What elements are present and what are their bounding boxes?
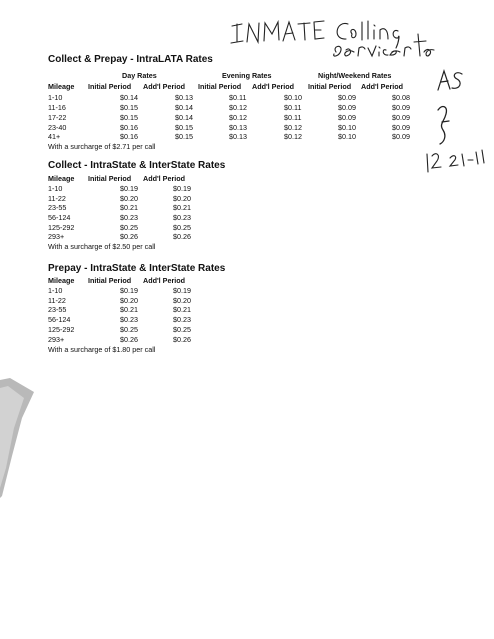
handwritten-initials: [436, 68, 466, 99]
table-cell: 56-124: [48, 213, 71, 222]
table-cell: $0.11: [284, 113, 302, 122]
prepay-surcharge-note: With a surcharge of $1.80 per call: [48, 345, 156, 354]
table-cell: $0.20: [120, 194, 138, 203]
table-cell: 11-22: [48, 296, 66, 305]
table-cell: $0.26: [173, 335, 191, 344]
table-cell: $0.14: [175, 113, 193, 122]
table-cell: $0.19: [173, 286, 191, 295]
night-addl-header: Add'l Period: [361, 82, 404, 91]
table-cell: $0.09: [392, 103, 410, 112]
intralata-surcharge-note: With a surcharge of $2.71 per call: [48, 142, 156, 151]
table-cell: $0.20: [173, 296, 191, 305]
table-cell: $0.25: [120, 223, 138, 232]
table-cell: 293+: [48, 335, 65, 344]
table-cell: $0.12: [284, 123, 302, 132]
table-cell: $0.09: [338, 103, 356, 112]
table-cell: $0.09: [392, 123, 410, 132]
collect-surcharge-note: With a surcharge of $2.50 per call: [48, 242, 156, 251]
table-cell: $0.14: [175, 103, 193, 112]
table-cell: $0.20: [120, 296, 138, 305]
table-cell: 23-40: [48, 123, 67, 132]
table-cell: 1-10: [48, 184, 63, 193]
table-cell: $0.15: [175, 132, 193, 141]
table-cell: 23-55: [48, 305, 67, 314]
table-cell: $0.09: [392, 113, 410, 122]
evening-initial-header: Initial Period: [198, 82, 242, 91]
table-cell: $0.12: [229, 103, 247, 112]
addl-period-header: Add'l Period: [143, 276, 186, 285]
mileage-header: Mileage: [48, 276, 75, 285]
table-cell: $0.08: [392, 93, 410, 102]
addl-period-header: Add'l Period: [143, 174, 186, 183]
table-cell: $0.25: [173, 325, 191, 334]
table-cell: $0.13: [229, 132, 247, 141]
collect-section-title: Collect - IntraState & InterState Rates: [48, 160, 226, 171]
initial-period-header: Initial Period: [88, 276, 132, 285]
table-cell: $0.12: [284, 132, 302, 141]
scan-shadow: [0, 378, 50, 509]
table-cell: $0.15: [175, 123, 193, 132]
table-cell: 41+: [48, 132, 61, 141]
table-cell: $0.16: [120, 123, 138, 132]
table-cell: 125-292: [48, 325, 75, 334]
table-cell: $0.09: [392, 132, 410, 141]
table-cell: 11-16: [48, 103, 66, 112]
table-cell: 23-55: [48, 203, 67, 212]
table-cell: $0.26: [173, 232, 191, 241]
table-cell: $0.15: [120, 103, 138, 112]
night-weekend-rates-header: Night/Weekend Rates: [318, 71, 392, 80]
table-cell: $0.16: [120, 132, 138, 141]
table-cell: $0.26: [120, 232, 138, 241]
table-cell: $0.21: [120, 203, 138, 212]
evening-rates-header: Evening Rates: [222, 71, 272, 80]
handwritten-title: [228, 12, 438, 65]
mileage-header: Mileage: [48, 82, 75, 91]
table-cell: $0.19: [120, 286, 138, 295]
table-cell: $0.25: [120, 325, 138, 334]
table-cell: $0.26: [120, 335, 138, 344]
intralata-section-title: Collect & Prepay - IntraLATA Rates: [48, 54, 213, 65]
table-cell: $0.21: [173, 203, 191, 212]
handwritten-mark: [434, 102, 454, 151]
table-cell: $0.09: [338, 113, 356, 122]
table-cell: $0.10: [338, 123, 356, 132]
day-addl-header: Add'l Period: [143, 82, 186, 91]
table-cell: $0.11: [229, 93, 247, 102]
table-cell: $0.25: [173, 223, 191, 232]
table-cell: 17-22: [48, 113, 67, 122]
prepay-section-title: Prepay - IntraState & InterState Rates: [48, 263, 226, 274]
evening-addl-header: Add'l Period: [252, 82, 295, 91]
table-cell: 125-292: [48, 223, 75, 232]
table-cell: $0.10: [284, 93, 302, 102]
day-initial-header: Initial Period: [88, 82, 132, 91]
table-cell: $0.11: [284, 103, 302, 112]
table-cell: $0.09: [338, 93, 356, 102]
mileage-header: Mileage: [48, 174, 75, 183]
table-cell: 56-124: [48, 315, 71, 324]
table-cell: $0.20: [173, 194, 191, 203]
table-cell: $0.23: [120, 315, 138, 324]
table-cell: 1-10: [48, 93, 63, 102]
handwritten-date: [424, 146, 490, 181]
night-initial-header: Initial Period: [308, 82, 352, 91]
table-cell: 11-22: [48, 194, 66, 203]
table-cell: 1-10: [48, 286, 63, 295]
initial-period-header: Initial Period: [88, 174, 132, 183]
day-rates-header: Day Rates: [122, 71, 157, 80]
table-cell: $0.23: [120, 213, 138, 222]
table-cell: $0.23: [173, 315, 191, 324]
table-cell: $0.15: [120, 113, 138, 122]
table-cell: $0.13: [229, 123, 247, 132]
table-cell: $0.12: [229, 113, 247, 122]
table-cell: 293+: [48, 232, 65, 241]
table-cell: $0.21: [120, 305, 138, 314]
table-cell: $0.10: [338, 132, 356, 141]
table-cell: $0.19: [120, 184, 138, 193]
table-cell: $0.21: [173, 305, 191, 314]
table-cell: $0.23: [173, 213, 191, 222]
table-cell: $0.19: [173, 184, 191, 193]
table-cell: $0.13: [175, 93, 193, 102]
table-cell: $0.14: [120, 93, 138, 102]
